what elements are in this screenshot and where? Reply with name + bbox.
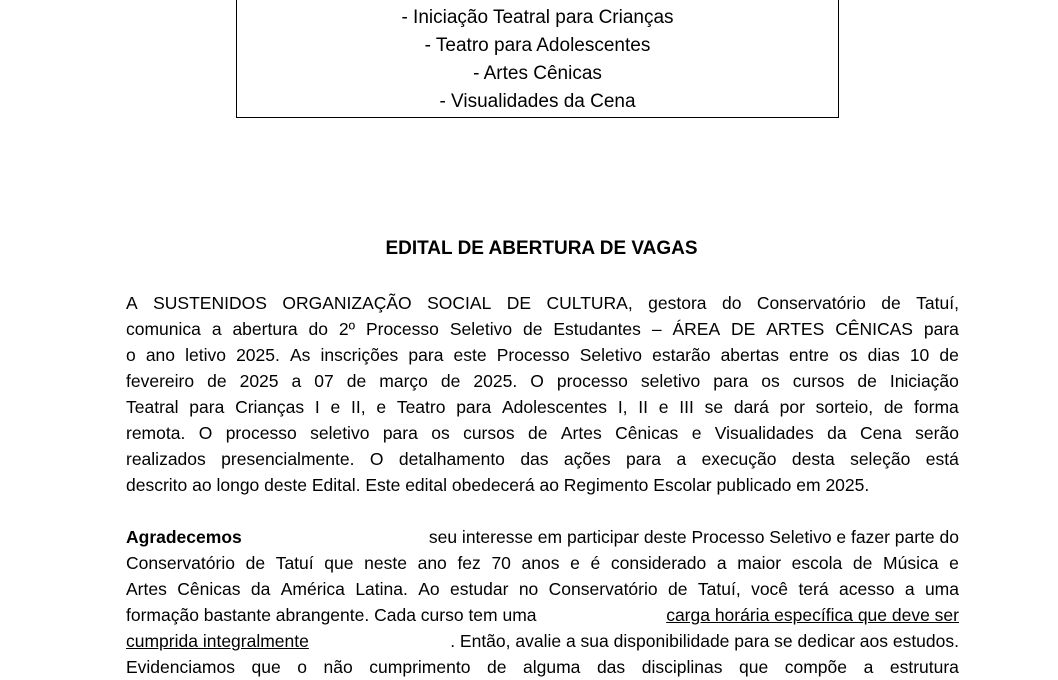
- course-item-iniciacao: - Iniciação Teatral para Crianças: [401, 7, 674, 28]
- paragraph-line: Evidenciamos que o não cumprimento de alguma das disciplinas que compõe a estrutura: [126, 657, 959, 677]
- course-item-adolescentes: - Teatro para Adolescentes: [424, 35, 651, 56]
- paragraph-line-mixed: [126, 524, 959, 550]
- paragraph-line: A SUSTENIDOS ORGANIZAÇÃO SOCIAL DE CULTURA, gestora do Conservatório de Tatuí,: [126, 293, 959, 313]
- document-title: EDITAL DE ABERTURA DE VAGAS: [385, 238, 698, 259]
- paragraph-line-mixed: [126, 628, 959, 654]
- paragraph-line: comunica a abertura do 2º Processo Seletivo de Estudantes – ÁREA DE ARTES CÊNICAS para: [126, 319, 959, 339]
- course-item-visualidades: - Visualidades da Cena: [439, 91, 636, 112]
- paragraph-line-rest: seu interesse em participar deste Processo Seletivo e fazer parte do: [428, 527, 959, 547]
- paragraph-line: remota. O processo seletivo para os cursos de Artes Cênicas e Visualidades da Cena serão: [126, 423, 959, 443]
- paragraph-line-rest: . Então, avalie a sua disponibilidade para se dedicar aos estudos.: [450, 631, 959, 651]
- paragraph-line: Teatral para Crianças I e II, e Teatro para Adolescentes I, II e III se dará por sorteio, de forma: [126, 397, 959, 417]
- underlined-text: carga horária específica que deve ser: [666, 605, 959, 625]
- paragraph-line: descrito ao longo deste Edital. Este edital obedecerá ao Regimento Escolar publicado em 2025.: [126, 475, 870, 495]
- paragraph-line: Conservatório de Tatuí que neste ano fez 70 anos e é considerado a maior escola de Música e: [126, 553, 959, 573]
- paragraph-line: fevereiro de 2025 a 07 de março de 2025. O processo seletivo para os cursos de Iniciação: [126, 371, 959, 391]
- bold-lead-word: Agradecemos: [126, 527, 242, 547]
- paragraph-line: realizados presencialmente. O detalhamento das ações para a execução desta seleção está: [126, 449, 959, 469]
- paragraph-line: o ano letivo 2025. As inscrições para este Processo Seletivo estarão abertas entre os dias 10 de: [126, 345, 959, 365]
- paragraph-line: Artes Cênicas da América Latina. Ao estudar no Conservatório de Tatuí, você terá acesso a uma: [126, 579, 959, 599]
- underlined-text: cumprida integralmente: [126, 631, 309, 651]
- paragraph-line-plain: formação bastante abrangente. Cada curso tem uma: [126, 605, 537, 625]
- course-item-artes-cenicas: - Artes Cênicas: [473, 63, 602, 84]
- course-list-box: [236, 0, 839, 118]
- paragraph-line-mixed: [126, 602, 959, 628]
